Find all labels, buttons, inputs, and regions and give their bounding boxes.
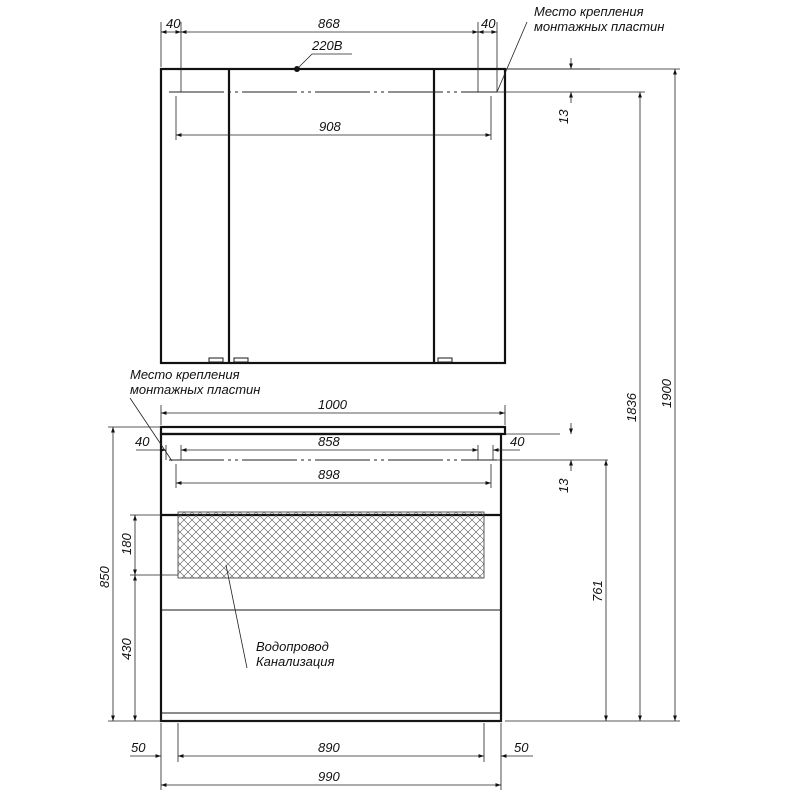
pipe-zone-hatch bbox=[178, 512, 484, 578]
dim-mount-height-mirror: 1836 bbox=[624, 393, 639, 422]
dim-mirror-left-margin: 40 bbox=[166, 16, 181, 31]
bottom-dimensions bbox=[130, 723, 533, 790]
power-leader bbox=[297, 54, 312, 69]
right-vertical-dimensions bbox=[505, 69, 680, 721]
dim-cabinet-left-margin: 40 bbox=[135, 434, 150, 449]
mount-label-top-1: Место крепления bbox=[534, 4, 644, 19]
left-vertical-dimensions bbox=[97, 427, 178, 721]
mirror-mount-offset-dim bbox=[497, 58, 600, 124]
dim-cabinet-total-height: 850 bbox=[97, 566, 112, 588]
cabinet-base bbox=[161, 713, 501, 721]
plumbing-callout bbox=[226, 565, 334, 669]
mirror-cabinet-outline bbox=[161, 69, 505, 363]
dim-pipe-zone-height: 180 bbox=[119, 533, 134, 555]
dim-mirror-center-width: 868 bbox=[318, 16, 340, 31]
mirror-top-dimensions bbox=[161, 16, 497, 140]
dim-cabinet-mount-offset: 13 bbox=[556, 478, 571, 493]
mount-label-top-2: монтажных пластин bbox=[534, 19, 665, 34]
mirror-mount-callout bbox=[497, 4, 664, 92]
mirror-cabinet bbox=[161, 38, 505, 363]
dim-cabinet-top-width: 1000 bbox=[318, 397, 347, 412]
dim-total-height: 1900 bbox=[659, 379, 674, 408]
mirror-foot-3 bbox=[438, 358, 452, 362]
mount-label-mid-2: монтажных пластин bbox=[130, 382, 261, 397]
dim-cabinet-right-margin: 40 bbox=[510, 434, 525, 449]
dim-cabinet-inner: 898 bbox=[318, 467, 340, 482]
dim-cabinet-center-width: 858 bbox=[318, 434, 340, 449]
dim-mount-height-cabinet: 761 bbox=[590, 580, 605, 602]
dim-mirror-right-margin: 40 bbox=[481, 16, 496, 31]
mirror-foot-1 bbox=[209, 358, 223, 362]
dim-base-center: 890 bbox=[318, 740, 340, 755]
dim-mirror-inner: 908 bbox=[319, 119, 341, 134]
dim-base-total: 990 bbox=[318, 769, 340, 784]
mount-label-mid-1: Место крепления bbox=[130, 367, 240, 382]
cabinet-mount-callout bbox=[130, 367, 260, 461]
dim-pipe-zone-bottom: 430 bbox=[119, 638, 134, 660]
mirror-foot-2 bbox=[234, 358, 248, 362]
dim-base-left: 50 bbox=[131, 740, 146, 755]
power-label: 220В bbox=[312, 38, 343, 53]
plumbing-label-2: Канализация bbox=[256, 654, 335, 669]
plumbing-label-1: Водопровод bbox=[256, 639, 329, 654]
dim-base-right: 50 bbox=[514, 740, 529, 755]
cabinet-top-dimensions bbox=[135, 397, 525, 488]
dim-mirror-mount-offset: 13 bbox=[556, 109, 571, 124]
